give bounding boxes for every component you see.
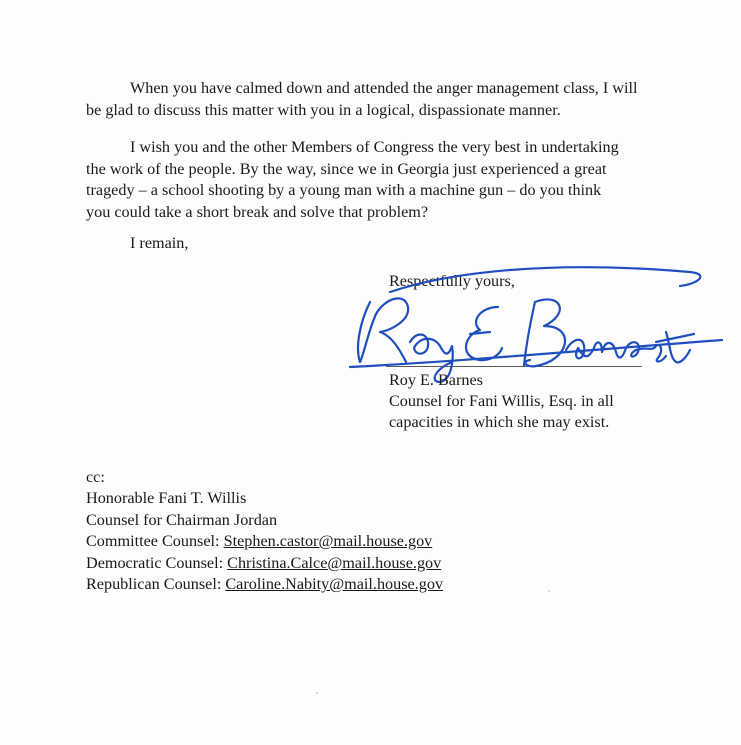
paragraph-line: the work of the people. By the way, since we in Georgia just experienced a great [86,159,607,178]
paragraph-line: be glad to discuss this matter with you in a logical, dispassionate manner. [86,100,561,119]
cc-recipient: Honorable Fani T. Willis [86,489,247,508]
signer-title: capacities in which she may exist. [389,413,610,431]
scan-speck [548,590,550,592]
email-link[interactable]: Caroline.Nabity@mail.house.gov [225,575,444,594]
cc-recipient-label: Committee Counsel: [86,532,224,551]
paragraph-line: When you have calmed down and attended the anger management class, I will [130,79,638,97]
paragraph-anger-management [86,78,666,121]
paragraph-line: you could take a short break and solve that problem? [86,202,429,221]
cc-recipient [86,531,443,552]
paragraph-i-remain [86,233,666,255]
email-link[interactable]: Christina.Calce@mail.house.gov [227,553,442,572]
paragraph-line: tragedy – a school shooting by a young man with a machine gun – do you think [86,181,602,199]
paragraph-line: I remain, [130,234,189,252]
signer-title: Counsel for Fani Willis, Esq. in all [389,392,614,410]
closing-salutation: Respectfully yours, [389,272,515,290]
email-link[interactable]: Stephen.castor@mail.house.gov [223,532,433,551]
cc-label: cc: [86,468,105,486]
cc-recipient-label: Democratic Counsel: [86,553,228,572]
cc-recipient: Counsel for Chairman Jordan [86,510,278,529]
cc-recipient-label: Republican Counsel: [86,575,226,594]
cc-recipient [86,553,443,574]
cc-recipient [86,574,443,595]
scan-speck [316,692,318,694]
signer-name: Roy E. Barnes [389,371,483,389]
paragraph-line: I wish you and the other Members of Congress the very best in undertaking [130,138,619,156]
signer-block [389,370,614,433]
paragraph-congress-wishes [86,137,666,223]
cc-list [86,467,443,595]
